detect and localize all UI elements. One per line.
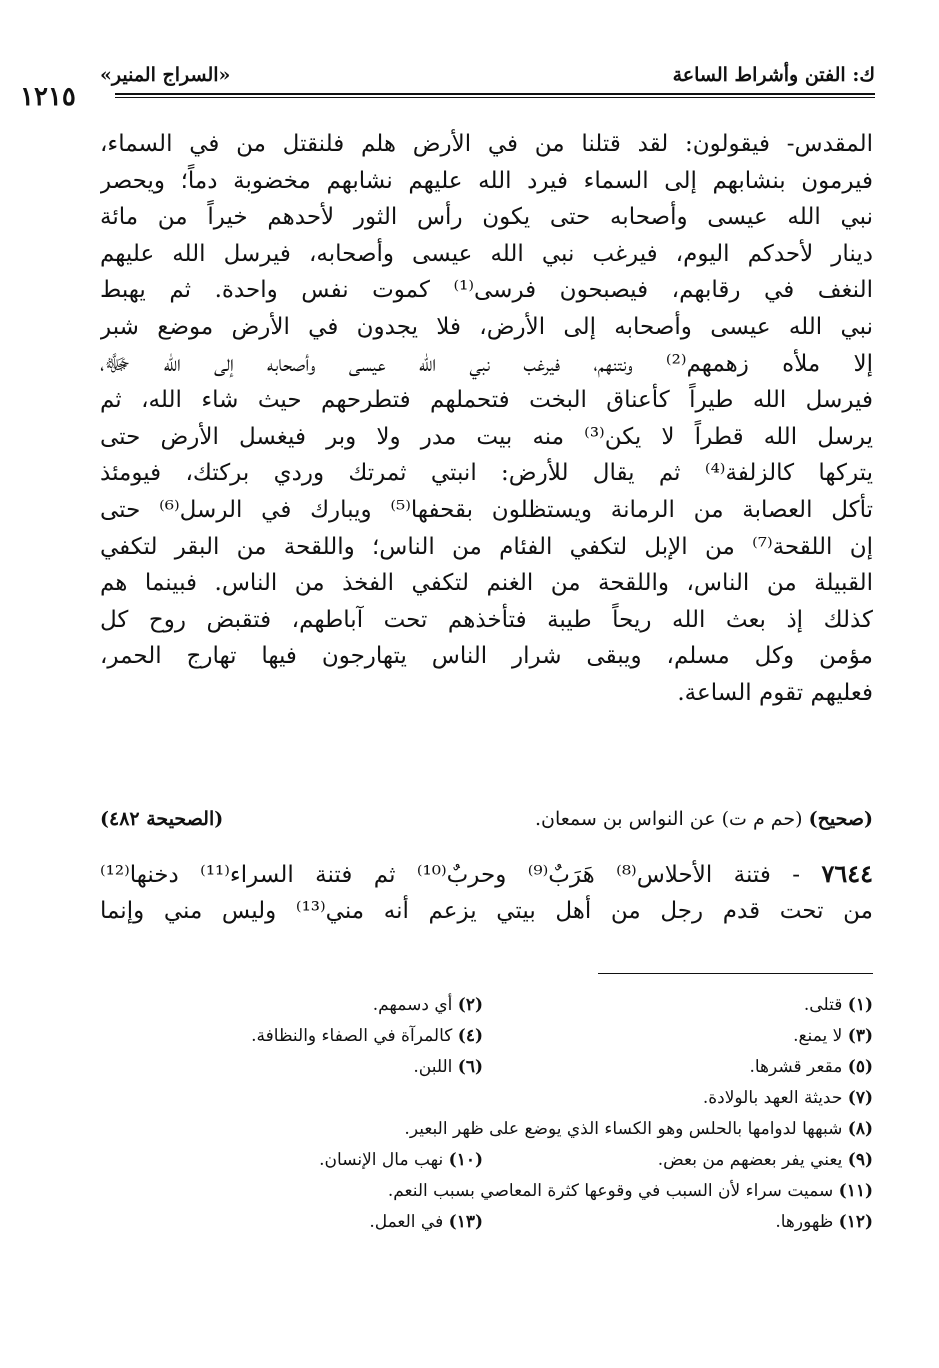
text-line: القبيلة من الناس، واللقحة من الغنم لتكفي الفخذ من الناس. فبينما هم — [100, 570, 873, 597]
footnote-row — [100, 1052, 873, 1083]
text-line: فعليهم تقوم الساعة. — [677, 679, 873, 706]
hadith-body — [100, 126, 873, 712]
footnote-row — [100, 1114, 873, 1145]
book-title: «السراج المنير» — [100, 64, 231, 86]
hadith-source — [100, 808, 873, 842]
footnote-row — [100, 990, 873, 1021]
footnotes — [100, 990, 873, 1238]
footnote: (١٠) نهب مال الإنسان. — [319, 1150, 483, 1170]
footnote: (٧) حديثة العهد بالولادة. — [702, 1088, 873, 1108]
footnote-row — [100, 1145, 873, 1176]
footnote: (٦) اللبن. — [413, 1057, 483, 1077]
text-line: نبي الله عيسى وأصحابه حتى يكون رأس الثور لأحدهم خيراً من مائة — [100, 204, 873, 231]
authenticity-grade: (صحيح) — [808, 808, 873, 830]
footnote: (١٢) ظهورها. — [775, 1212, 873, 1232]
hadith-text: - فتنة الأحلاس⁽⁸⁾ هَرَبٌ⁽⁹⁾ وحربٌ⁽¹⁰⁾ ثم فتنة السراء⁽¹¹⁾ دخنها⁽¹²⁾ — [100, 862, 801, 888]
next-hadith — [100, 856, 873, 929]
header-rule-thin — [115, 97, 875, 98]
chapter-title: ك: الفتن وأشراط الساعة — [672, 64, 875, 86]
text-line: كذلك إذ بعث الله ريحاً طيبة فتأخذهم تحت آباطهم، فتقبض روح كل — [100, 606, 873, 633]
footnote: (١) قتلى. — [803, 995, 873, 1015]
text-line: تأكل العصابة من الرمانة ويستظلون بقحفها⁽⁵⁾ ويبارك في الرسل⁽⁶⁾ حتى — [100, 496, 873, 523]
page-header — [20, 58, 875, 112]
text-line: يتركها كالزلفة⁽⁴⁾ ثم يقال للأرض: انبتي ثمرتك وردي بركتك، فيومئذ — [100, 460, 873, 487]
footnote-separator — [598, 973, 873, 974]
text-line: دينار لأحدكم اليوم، فيرغب نبي الله عيسى وأصحابه، فيرسل الله عليهم — [100, 240, 873, 267]
source-text: (حم م ت) عن النواس بن سمعان. — [534, 808, 803, 830]
hadith-number: ٧٦٤٤ — [821, 859, 873, 888]
text-line: المقدس- فيقولون: لقد قتلنا من في الأرض هلم فلنقتل من في السماء، — [100, 131, 873, 157]
header-rule — [115, 93, 875, 95]
footnote: (٤) كالمرآة في الصفاء والنظافة. — [251, 1026, 483, 1046]
footnote-row — [100, 1083, 873, 1114]
text-line: مؤمن وكل مسلم، ويبقى شرار الناس يتهارجون فيها تهارج الحمر، — [100, 643, 873, 670]
text-line: يرسل الله قطراً لا يكن⁽³⁾ منه بيت مدر ولا وبر فيغسل الأرض حتى — [100, 423, 873, 450]
footnote-row — [100, 1021, 873, 1052]
source-reference: (الصحيحة ٤٨٢) — [100, 808, 224, 830]
footnote: (١٣) في العمل. — [369, 1212, 483, 1232]
text-line: النغف في رقابهم، فيصبحون فرسى⁽¹⁾ كموت نفس واحدة. ثم يهبط — [100, 277, 873, 304]
page-number: ١٢١٥ — [20, 82, 76, 112]
text-line: فيرمون بنشابهم إلى السماء فيرد الله عليهم نشابهم مخضوبة دماً؛ ويحصر — [100, 167, 873, 194]
footnote: (٢) أي دسمهم. — [372, 995, 483, 1015]
footnote: (١١) سميت سراء لأن السبب في وقوعها كثرة المعاصي بسبب النعم. — [387, 1181, 873, 1201]
hadith-line-2: من تحت قدم رجل من أهل بيتي يزعم أنه مني⁽¹³⁾ وليس مني وإنما — [100, 897, 873, 924]
footnote: (٨) شبهها لدوامها بالحلس وهو الكساء الذي يوضع على ظهر البعير. — [404, 1119, 873, 1139]
footnote-row — [100, 1176, 873, 1207]
text-line: نبي الله عيسى وأصحابه إلى الأرض، فلا يجدون في الأرض موضع شبر — [100, 313, 873, 340]
text-line: إلا ملأه زهمهم⁽²⁾ ونتنهم، فيرغب نبي الله عيسى وأصحابه إلى الله ﷻ، — [100, 350, 873, 377]
footnote: (٩) يعني يفر بعضهم من بعض. — [657, 1150, 873, 1170]
footnote: (٣) لا يمنع. — [793, 1026, 873, 1046]
hadith-line-1 — [100, 856, 873, 893]
footnote-row — [100, 1207, 873, 1238]
text-line: إن اللقحة⁽⁷⁾ من الإبل لتكفي الفئام من الناس؛ واللقحة من البقر لتكفي — [100, 533, 873, 560]
text-line: فيرسل الله طيراً كأعناق البخت فتحملهم فتطرحهم حيث شاء الله، ثم — [100, 387, 873, 414]
footnote: (٥) مقعر قشرها. — [749, 1057, 873, 1077]
